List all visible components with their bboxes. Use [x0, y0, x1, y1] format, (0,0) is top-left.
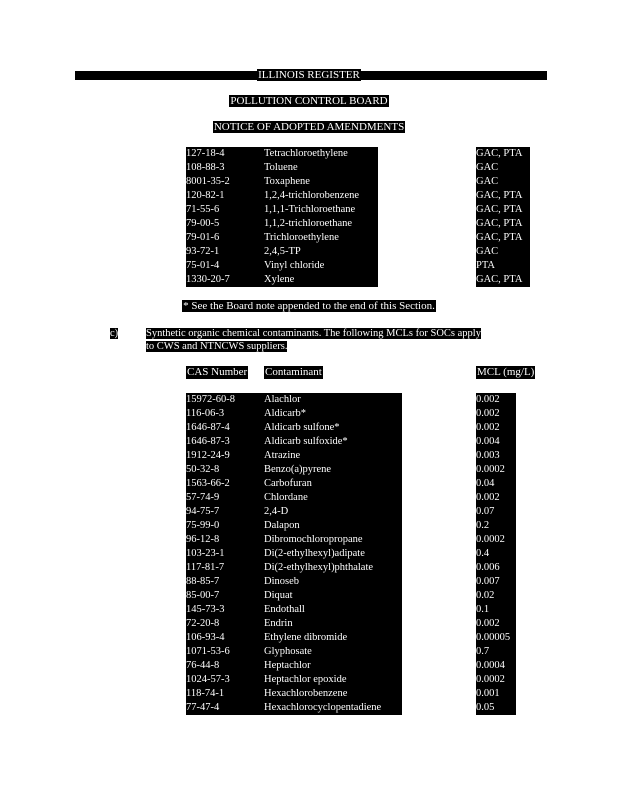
- value-cell: 0.02: [476, 589, 516, 603]
- value-cell: 0.002: [476, 421, 516, 435]
- contaminant-cell: Endrin: [264, 617, 402, 631]
- value-cell: 0.05: [476, 701, 516, 715]
- header-contaminant: Contaminant: [265, 366, 322, 378]
- section-c-marker: [110, 327, 118, 340]
- value-cell: 0.00005: [476, 631, 516, 645]
- value-cell: GAC, PTA: [476, 217, 530, 231]
- contaminant-cell: Ethylene dibromide: [264, 631, 402, 645]
- value-cell: 0.002: [476, 407, 516, 421]
- cas-number-cell: 79-01-6: [186, 231, 264, 245]
- cas-number-cell: 57-74-9: [186, 491, 264, 505]
- value-cell: 0.07: [476, 505, 516, 519]
- cas-number-cell: 127-18-4: [186, 147, 264, 161]
- cas-number-cell: 79-00-5: [186, 217, 264, 231]
- value-cell: GAC, PTA: [476, 231, 530, 245]
- value-cell: GAC, PTA: [476, 189, 530, 203]
- contaminant-cell: Dibromochloropropane: [264, 533, 402, 547]
- contaminant-cell: Tetrachloroethylene: [264, 147, 378, 161]
- cas-number-cell: 1330-20-7: [186, 273, 264, 287]
- notice-title: [0, 121, 618, 133]
- contaminant-cell: Aldicarb sulfone*: [264, 421, 402, 435]
- cas-number-cell: 1024-57-3: [186, 673, 264, 687]
- board-note: [0, 300, 618, 312]
- cas-number-cell: 120-82-1: [186, 189, 264, 203]
- contaminant-cell: 1,1,2-trichloroethane: [264, 217, 378, 231]
- cas-number-cell: 76-44-8: [186, 659, 264, 673]
- cas-number-cell: 94-75-7: [186, 505, 264, 519]
- contaminant-cell: Hexachlorobenzene: [264, 687, 402, 701]
- value-cell: 0.002: [476, 393, 516, 407]
- value-cell: 0.006: [476, 561, 516, 575]
- cas-number-cell: 71-55-6: [186, 203, 264, 217]
- cas-number-cell: 8001-35-2: [186, 175, 264, 189]
- cas-number-cell: 1646-87-3: [186, 435, 264, 449]
- cas-number-cell: 72-20-8: [186, 617, 264, 631]
- cas-number-cell: 93-72-1: [186, 245, 264, 259]
- contaminant-cell: Heptachlor epoxide: [264, 673, 402, 687]
- value-cell: 0.004: [476, 435, 516, 449]
- cas-number-cell: 75-99-0: [186, 519, 264, 533]
- cas-number-cell: 1563-66-2: [186, 477, 264, 491]
- contaminant-cell: Dinoseb: [264, 575, 402, 589]
- section-c-line-1: [146, 327, 481, 340]
- value-cell: 0.4: [476, 547, 516, 561]
- contaminant-cell: Atrazine: [264, 449, 402, 463]
- section-c-marker-text: c): [110, 328, 119, 339]
- cas-number-cell: 106-93-4: [186, 631, 264, 645]
- contaminant-cell: Diquat: [264, 589, 402, 603]
- contaminant-cell: 2,4-D: [264, 505, 402, 519]
- value-cell: 0.1: [476, 603, 516, 617]
- contaminant-cell: 2,4,5-TP: [264, 245, 378, 259]
- contaminant-cell: Vinyl chloride: [264, 259, 378, 273]
- board-note-text: * See the Board note appended to the end of this Section.: [183, 300, 435, 312]
- value-cell: 0.001: [476, 687, 516, 701]
- contaminant-cell: Toluene: [264, 161, 378, 175]
- contaminant-cell: Chlordane: [264, 491, 402, 505]
- cas-number-cell: 108-88-3: [186, 161, 264, 175]
- register-title-text: ILLINOIS REGISTER: [258, 69, 360, 81]
- board-title: [0, 95, 618, 107]
- cas-number-cell: 1912-24-9: [186, 449, 264, 463]
- value-cell: 0.003: [476, 449, 516, 463]
- contaminant-cell: Aldicarb*: [264, 407, 402, 421]
- value-cell: GAC: [476, 245, 530, 259]
- contaminant-cell: Heptachlor: [264, 659, 402, 673]
- cas-number-cell: 15972-60-8: [186, 393, 264, 407]
- value-cell: 0.0004: [476, 659, 516, 673]
- value-cell: GAC, PTA: [476, 147, 530, 161]
- contaminant-cell: Aldicarb sulfoxide*: [264, 435, 402, 449]
- value-cell: 0.0002: [476, 463, 516, 477]
- cas-number-cell: 85-00-7: [186, 589, 264, 603]
- cas-number-cell: 1646-87-4: [186, 421, 264, 435]
- contaminant-cell: Di(2-ethylhexyl)phthalate: [264, 561, 402, 575]
- contaminant-cell: Toxaphene: [264, 175, 378, 189]
- section-c-line-1-text: Synthetic organic chemical contaminants. The following MCLs for SOCs apply: [146, 328, 481, 339]
- section-c-line-2-text: to CWS and NTNCWS suppliers.: [146, 341, 288, 352]
- contaminant-cell: Hexachlorocyclopentadiene: [264, 701, 402, 715]
- cas-number-cell: 103-23-1: [186, 547, 264, 561]
- contaminant-cell: 1,2,4-trichlorobenzene: [264, 189, 378, 203]
- value-cell: 0.0002: [476, 673, 516, 687]
- cas-number-cell: 88-85-7: [186, 575, 264, 589]
- contaminant-cell: Dalapon: [264, 519, 402, 533]
- contaminant-cell: Xylene: [264, 273, 378, 287]
- contaminant-cell: Endothall: [264, 603, 402, 617]
- cas-number-cell: 117-81-7: [186, 561, 264, 575]
- value-cell: GAC, PTA: [476, 203, 530, 217]
- value-cell: GAC: [476, 175, 530, 189]
- header-mcl: MCL (mg/L): [477, 366, 535, 378]
- value-cell: GAC: [476, 161, 530, 175]
- contaminant-cell: Glyphosate: [264, 645, 402, 659]
- value-cell: 0.7: [476, 645, 516, 659]
- contaminant-cell: Di(2-ethylhexyl)adipate: [264, 547, 402, 561]
- cas-number-cell: 145-73-3: [186, 603, 264, 617]
- value-cell: GAC, PTA: [476, 273, 530, 287]
- cas-number-cell: 116-06-3: [186, 407, 264, 421]
- notice-title-text: NOTICE OF ADOPTED AMENDMENTS: [213, 121, 405, 133]
- cas-number-cell: 1071-53-6: [186, 645, 264, 659]
- value-cell: 0.2: [476, 519, 516, 533]
- cas-number-cell: 50-32-8: [186, 463, 264, 477]
- section-c-line-2: [146, 340, 287, 353]
- contaminant-cell: Carbofuran: [264, 477, 402, 491]
- value-cell: 0.007: [476, 575, 516, 589]
- cas-number-cell: 77-47-4: [186, 701, 264, 715]
- cas-number-cell: 75-01-4: [186, 259, 264, 273]
- contaminant-cell: Benzo(a)pyrene: [264, 463, 402, 477]
- contaminant-cell: 1,1,1-Trichloroethane: [264, 203, 378, 217]
- value-cell: 0.04: [476, 477, 516, 491]
- value-cell: 0.0002: [476, 533, 516, 547]
- cas-number-cell: 96-12-8: [186, 533, 264, 547]
- contaminant-cell: Trichloroethylene: [264, 231, 378, 245]
- value-cell: PTA: [476, 259, 530, 273]
- contaminant-cell: Alachlor: [264, 393, 402, 407]
- header-cas-number: CAS Number: [187, 366, 248, 378]
- value-cell: 0.002: [476, 491, 516, 505]
- register-title: [0, 69, 618, 81]
- board-title-text: POLLUTION CONTROL BOARD: [230, 95, 388, 107]
- value-cell: 0.002: [476, 617, 516, 631]
- cas-number-cell: 118-74-1: [186, 687, 264, 701]
